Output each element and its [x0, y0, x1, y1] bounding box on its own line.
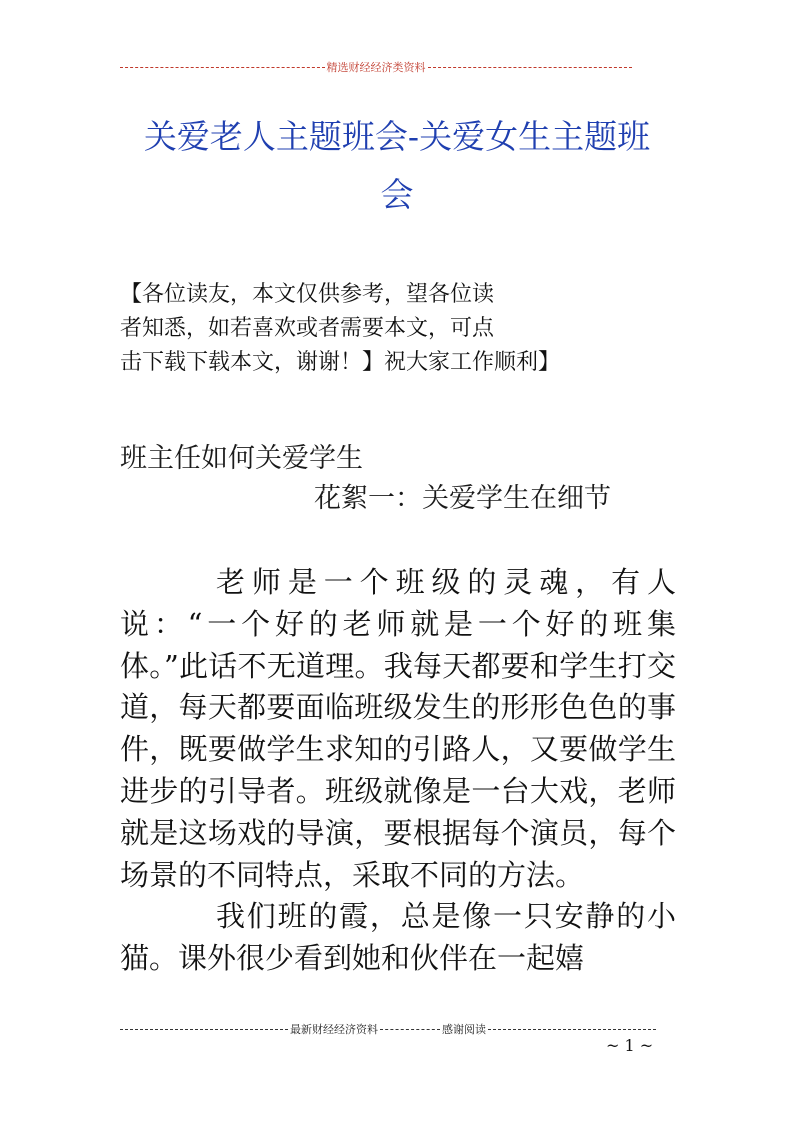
page-footer — [120, 1022, 656, 1036]
page-header — [120, 60, 632, 74]
document-title — [120, 108, 674, 224]
notice-line-1: 【各位读友，本文仅供参考，望各位读 — [120, 282, 495, 307]
footer-divider-right — [488, 1029, 656, 1030]
title-line-2: 会 — [380, 175, 414, 214]
header-divider-left — [120, 67, 325, 68]
footer-divider-left — [120, 1029, 288, 1030]
body-text — [120, 562, 676, 980]
footer-right-text: 感谢阅读 — [442, 1023, 486, 1036]
page-number: ~ 1 ~ — [606, 1036, 654, 1055]
reader-notice — [120, 278, 660, 380]
title-line-1: 关爱老人主题班会-关爱女生主题班 — [143, 117, 651, 156]
section-title: 班主任如何关爱学生 — [120, 443, 363, 474]
header-divider-right — [428, 67, 633, 68]
notice-line-3: 击下载下载本文，谢谢！】祝大家工作顺利】 — [120, 350, 561, 375]
paragraph-2: 我们班的霞，总是像一只安静的小猫。课外很少看到她和伙伴在一起嬉 — [120, 899, 676, 976]
notice-line-2: 者知悉，如若喜欢或者需要本文，可点 — [120, 316, 495, 341]
paragraph-1: 老师是一个班级的灵魂，有人说：“一个好的老师就是一个好的班集体。”此话不无道理。我每天都要和学生打交道，每天都要面临班级发生的形形色色的事件，既要做学生求知的引路人，又要做学生进步的引导者。班级就像是一台大戏，老师就是这场戏的导演，要根据每个演员，每个场景的不同特点，采取不同的方法。 — [120, 565, 676, 892]
header-text: 精选财经经济类资料 — [326, 61, 426, 74]
footer-divider-middle — [380, 1029, 440, 1030]
section-subtitle: 花絮一：关爱学生在细节 — [314, 483, 611, 514]
footer-left-text: 最新财经经济资料 — [290, 1023, 378, 1036]
